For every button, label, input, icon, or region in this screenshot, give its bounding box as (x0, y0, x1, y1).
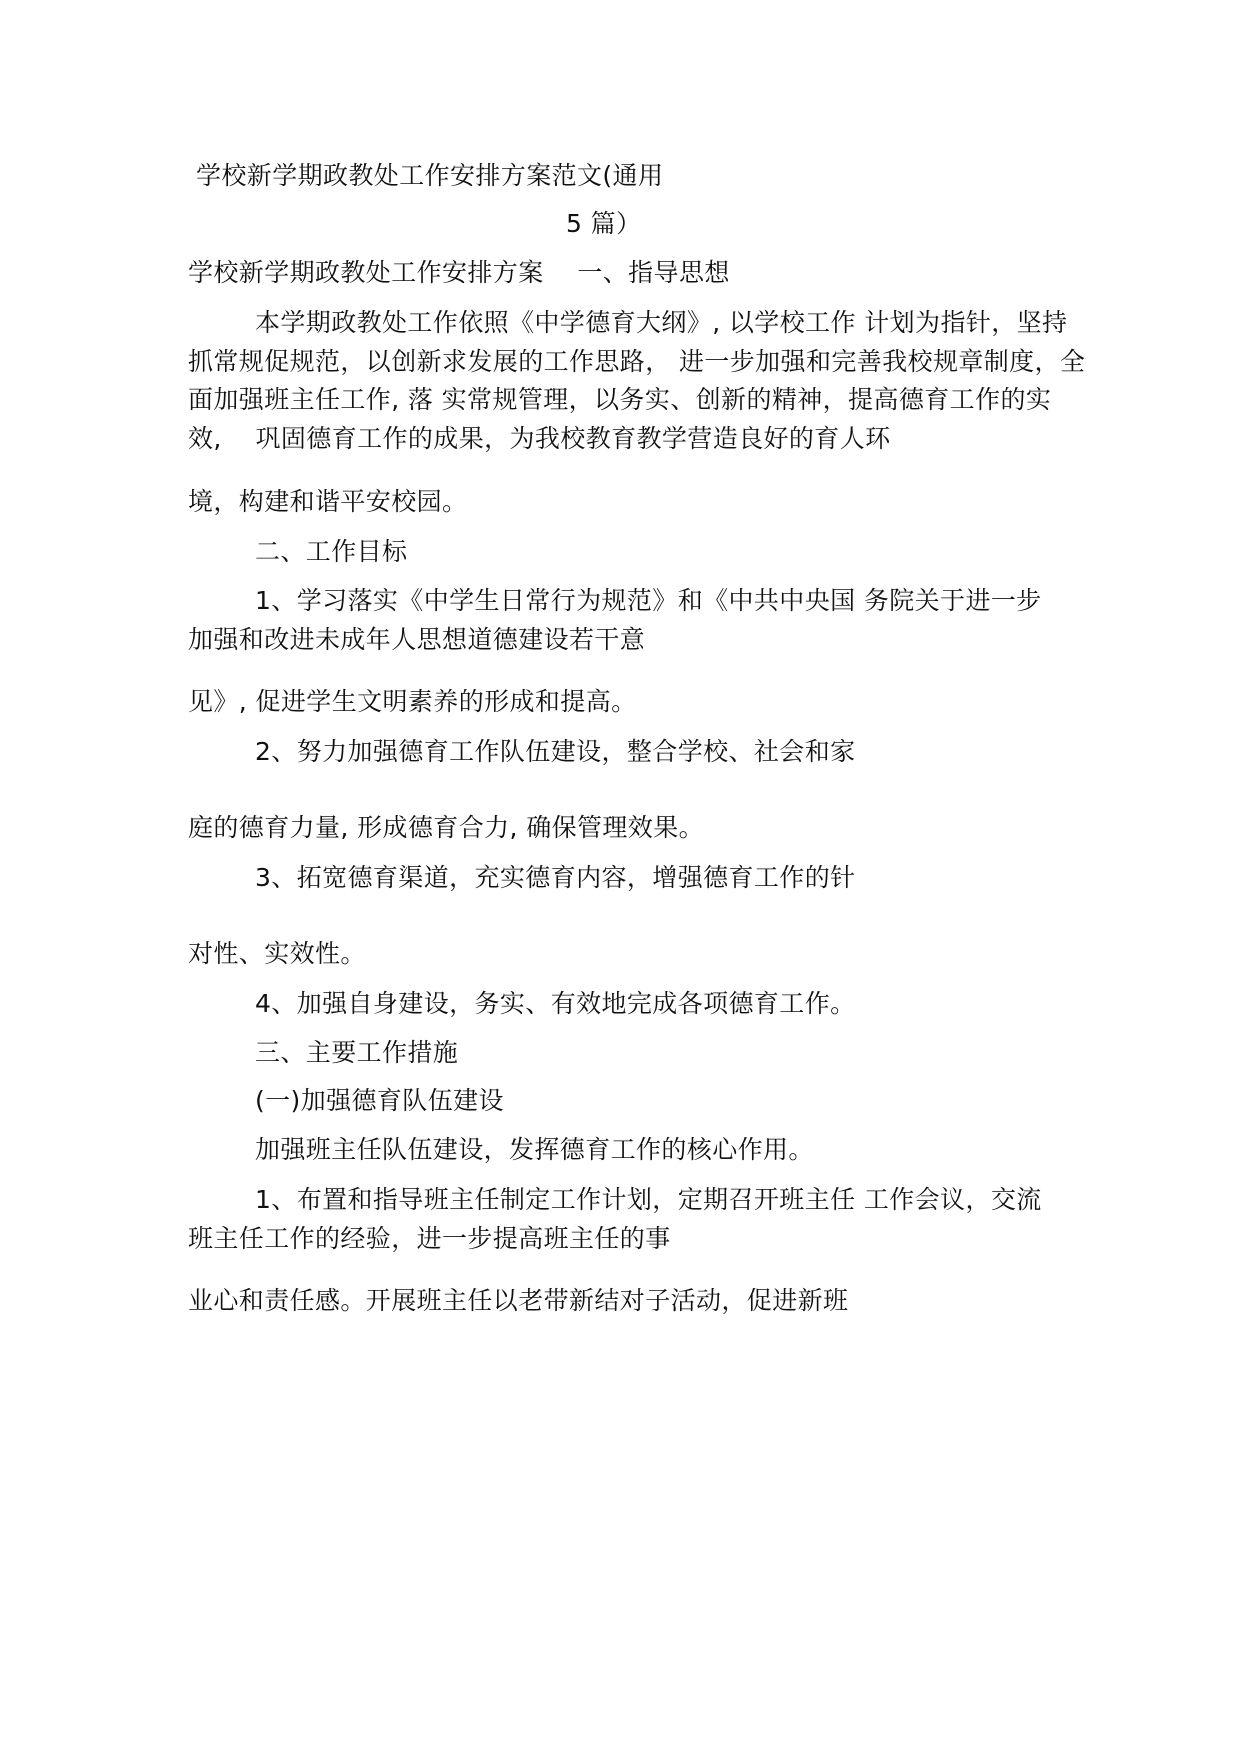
paragraph-line: 加强班主任队伍建设，发挥德育工作的核心作用。 (255, 1135, 814, 1164)
paragraph-line: 1、布置和指导班主任制定工作计划，定期召开班主任 工作会议，交流 (255, 1185, 1042, 1214)
paragraph-line: 1、学习落实《中学生日常行为规范》和《中共中央国 务院关于进一步 (255, 586, 1042, 615)
paragraph-line: 4、加强自身建设，务实、有效地完成各项德育工作。 (255, 989, 856, 1018)
paragraph-line: 2、努力加强德育工作队伍建设，整合学校、社会和家 (255, 737, 856, 766)
paragraph-line: 业心和责任感。开展班主任以老带新结对子活动，促进新班 (188, 1286, 849, 1315)
paragraph-line: 对性、实效性。 (188, 939, 366, 968)
section-heading: 三、主要工作措施 (255, 1038, 459, 1067)
paragraph-line: 抓常规促规范，以创新求发展的工作思路， 进一步加强和完善我校规章制度，全 (188, 347, 1086, 376)
paragraph-line: 3、拓宽德育渠道，充实德育内容，增强德育工作的针 (255, 863, 856, 892)
document-title-line-2: 5 篇） (566, 209, 642, 238)
paragraph-line: 班主任工作的经验，进一步提高班主任的事 (188, 1224, 671, 1253)
paragraph-line: 加强和改进未成年人思想道德建设若干意 (188, 625, 646, 654)
document-title-line-1: 学校新学期政教处工作安排方案范文(通用 (196, 161, 664, 190)
paragraph-line: 面加强班主任工作, 落 实常规管理，以务实、创新的精神，提高德育工作的实 (188, 385, 1052, 414)
subsection-heading: (一)加强德育队伍建设 (255, 1086, 504, 1115)
paragraph-line: 效, 巩固德育工作的成果，为我校教育教学营造良好的育人环 (188, 424, 891, 453)
section-heading-title: 学校新学期政教处工作安排方案 一、指导思想 (188, 258, 730, 287)
section-heading: 二、工作目标 (255, 537, 408, 566)
paragraph-line: 本学期政教处工作依照《中学德育大纲》, 以学校工作 计划为指针，坚持 (255, 308, 1068, 337)
paragraph-line: 庭的德育力量, 形成德育合力, 确保管理效果。 (188, 813, 704, 842)
paragraph-line: 境，构建和谐平安校园。 (188, 487, 468, 516)
paragraph-line: 见》, 促进学生文明素养的形成和提高。 (188, 687, 637, 716)
